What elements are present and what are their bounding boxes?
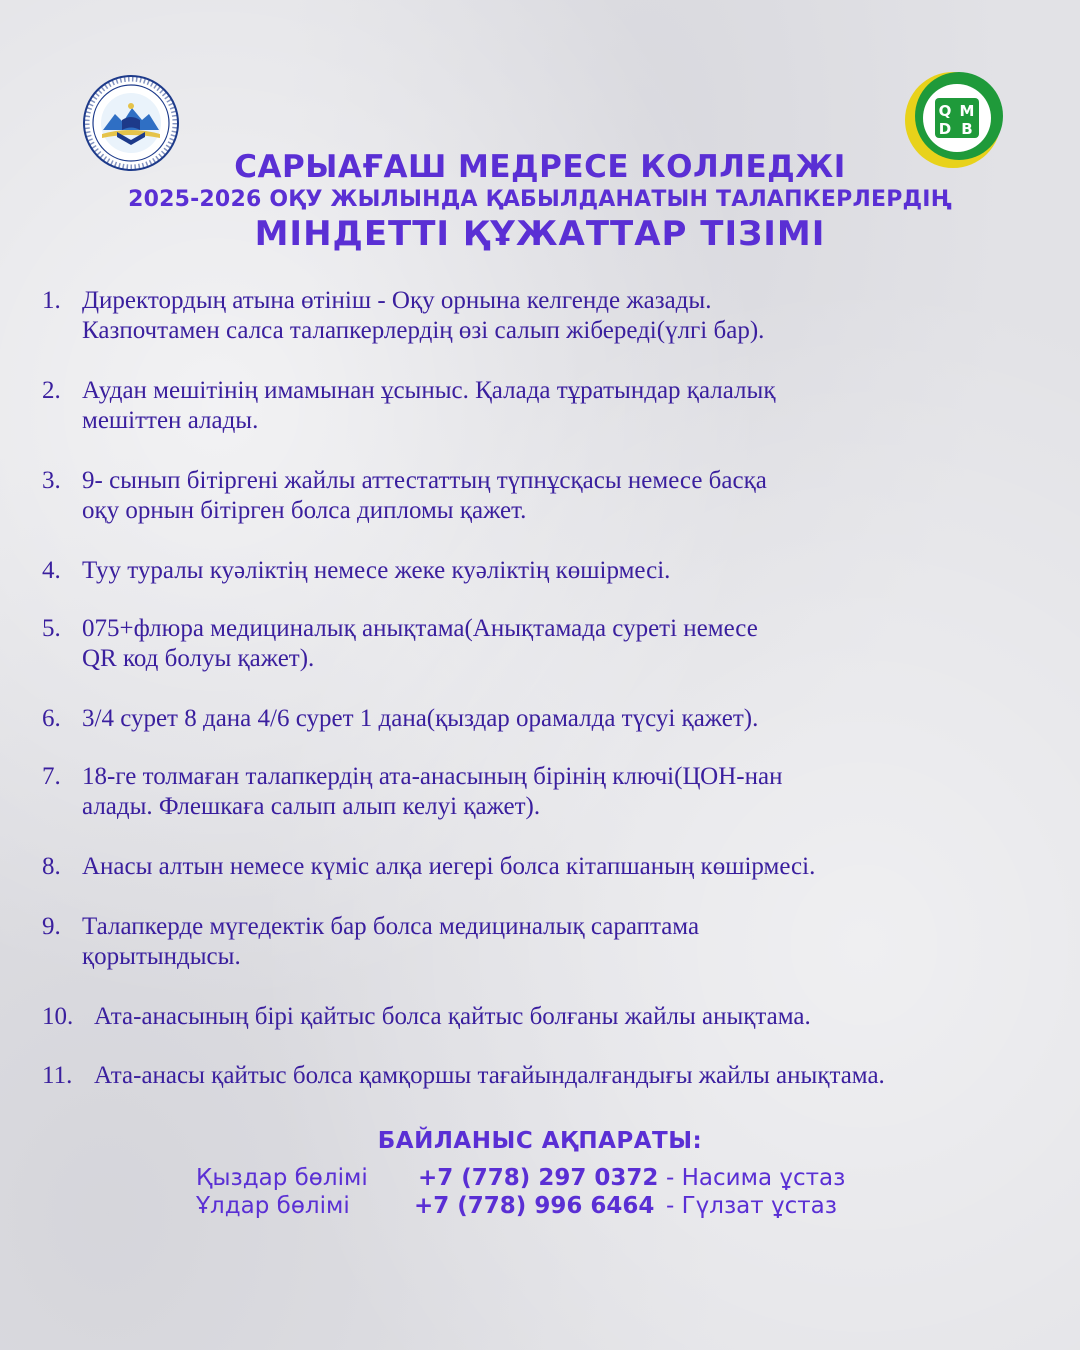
- item-text: Ата-анасы қайтыс болса қамқоршы тағайындалғандығы жайлы анықтама.: [94, 1062, 885, 1089]
- page-header: [0, 148, 1080, 254]
- qmdb-letter-m: M: [959, 102, 975, 120]
- item-text: 075+флюра медициналық анықтама(Анықтамада суреті немесе QR код болуы қажет).: [82, 615, 758, 672]
- item-text: Директордың атына өтініш - Оқу орнына келгенде жазады. Казпочтамен салса талапкерлердің өзі салып жібереді(үлгі бар).: [82, 287, 765, 344]
- item-number: 9.: [42, 913, 61, 940]
- item-number: 1.: [42, 287, 61, 314]
- item-text: 9- сынып бітіргені жайлы аттестаттың түпнұсқасы немесе басқа оқу орнын бітірген болса дипломы қажет.: [82, 467, 767, 524]
- item-text: Туу туралы куәліктің немесе жеке куәліктің көшірмесі.: [82, 557, 671, 584]
- item-text: Анасы алтын немесе күміс алқа иегері болса кітапшаның көшірмесі.: [82, 853, 816, 880]
- item-number: 4.: [42, 557, 61, 584]
- item-number: 2.: [42, 377, 61, 404]
- item-text: 18-ге толмаған талапкердің ата-анасының бірінің ключі(ЦОН-нан алады. Флешкаға салып алып келуі қажет).: [82, 763, 783, 820]
- item-number: 7.: [42, 763, 61, 790]
- admission-year-subtitle: 2025-2026 ОҚУ ЖЫЛЫНДА ҚАБЫЛДАНАТЫН ТАЛАПКЕРЛЕРДІҢ: [128, 187, 952, 212]
- item-number: 11.: [42, 1062, 73, 1089]
- girls-department-label: Қыздар бөлімі: [196, 1165, 368, 1191]
- item-text: Аудан мешітінің имамынан ұсыныс. Қалада тұратындар қалалық мешіттен алады.: [82, 377, 776, 434]
- item-text: Талапкерде мүгедектік бар болса медициналық сараптама қорытындысы.: [82, 913, 700, 970]
- item-number: 5.: [42, 615, 61, 642]
- qmdb-letter-b: B: [961, 120, 973, 138]
- boys-contact-person: - Гүлзат ұстаз: [666, 1193, 837, 1219]
- contact-info-title: БАЙЛАНЫС АҚПАРАТЫ:: [377, 1128, 703, 1154]
- item-text: Ата-анасының бірі қайтыс болса қайтыс болғаны жайлы анықтама.: [94, 1003, 811, 1030]
- boys-phone-number[interactable]: +7 (778) 996 6464: [414, 1193, 655, 1219]
- college-title: САРЫАҒАШ МЕДРЕСЕ КОЛЛЕДЖІ: [234, 149, 846, 185]
- qmdb-letter-q: Q: [938, 102, 952, 120]
- item-number: 3.: [42, 467, 61, 494]
- item-number: 8.: [42, 853, 61, 880]
- item-number: 6.: [42, 705, 61, 732]
- item-text: 3/4 сурет 8 дана 4/6 сурет 1 дана(қыздар орамалда түсуі қажет).: [82, 705, 759, 732]
- girls-contact-person: - Насима ұстаз: [666, 1165, 846, 1191]
- boys-department-label: Ұлдар бөлімі: [196, 1193, 350, 1219]
- documents-list-title: МІНДЕТТІ ҚҰЖАТТАР ТІЗІМІ: [254, 214, 826, 254]
- contact-info: [0, 1126, 1080, 1219]
- qmdb-letter-d: D: [938, 120, 952, 138]
- item-number: 10.: [42, 1003, 74, 1030]
- girls-phone-number[interactable]: +7 (778) 297 0372: [418, 1165, 659, 1191]
